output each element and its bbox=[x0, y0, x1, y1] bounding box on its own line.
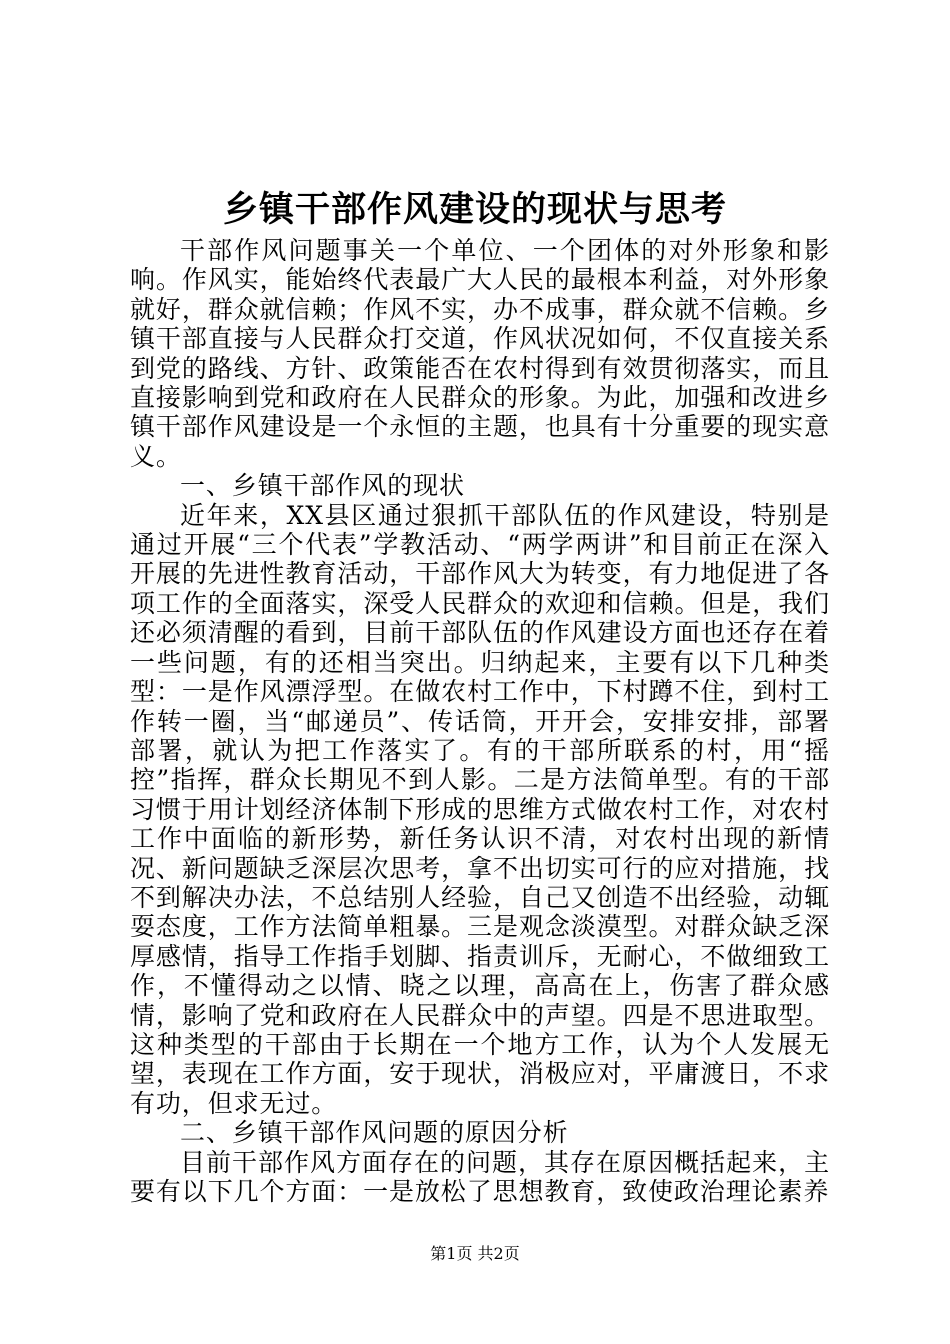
page-number-footer: 第1页 共2页 bbox=[430, 1244, 520, 1263]
paragraph-status: 近年来，XX县区通过狠抓干部队伍的作风建设，特别是通过开展“三个代表”学教活动、“两学两讲”和目前正在深入开展的先进性教育活动，干部作风大为转变，有力地促进了各项工作的全面落实，深受人民群众的欢迎和信赖。但是，我们还必须清醒的看到，目前干部队伍的作风建设方面也还存在着一些问题，有的还相当突出。归纳起来，主要有以下几种类型：一是作风漂浮型。在做农村工作中，下村蹲不住，到村工作转一圈，当“邮递员”、传话筒，开开会，安排安排，部署部署，就认为把工作落实了。有的干部所联系的村，用“摇控”指挥，群众长期见不到人影。二是方法简单型。有的干部习惯于用计划经济体制下形成的思维方式做农村工作，对农村工作中面临的新形势，新任务认识不清，对农村出现的新情况、新问题缺乏深层次思考，拿不出切实可行的应对措施，找不到解决办法，不总结别人经验，自己又创造不出经验，动辄耍态度，工作方法简单粗暴。三是观念淡漠型。对群众缺乏深厚感情，指导工作指手划脚、指责训斥，无耐心，不做细致工作，不懂得动之以情、晓之以理，高高在上，伤害了群众感情，影响了党和政府在人民群众中的声望。四是不思进取型。这种类型的干部由于长期在一个地方工作，认为个人发展无望，表现在工作方面，安于现状，消极应对，平庸渡日，不求有功，但求无过。 bbox=[130, 500, 830, 1118]
document-title: 乡镇干部作风建设的现状与思考 bbox=[222, 189, 727, 230]
paragraph-causes: 目前干部作风方面存在的问题，其存在原因概括起来，主要有以下几个方面：一是放松了思想教育，致使政治理论素养 bbox=[130, 1147, 830, 1206]
document-body bbox=[130, 236, 830, 1206]
section-heading-2: 二、乡镇干部作风问题的原因分析 bbox=[180, 1118, 569, 1148]
section-heading-1: 一、乡镇干部作风的现状 bbox=[180, 471, 465, 501]
paragraph-intro: 干部作风问题事关一个单位、一个团体的对外形象和影响。作风实，能始终代表最广大人民的最根本利益，对外形象就好，群众就信赖；作风不实，办不成事，群众就不信赖。乡镇干部直接与人民群众打交道，作风状况如何，不仅直接关系到党的路线、方针、政策能否在农村得到有效贯彻落实，而且直接影响到党和政府在人民群众的形象。为此，加强和改进乡镇干部作风建设是一个永恒的主题，也具有十分重要的现实意义。 bbox=[130, 236, 830, 471]
